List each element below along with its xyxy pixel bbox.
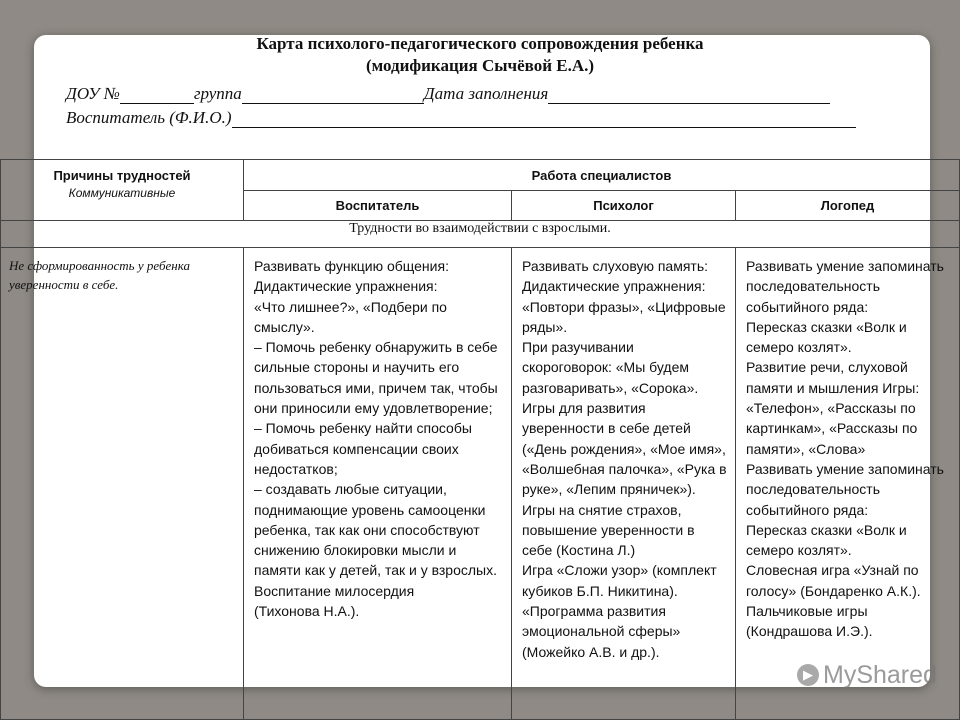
teacher-field-row (66, 108, 856, 128)
dou-label: ДОУ № (66, 84, 120, 103)
speech-therapist-text: Развивать умение запоминать последовательность событийного ряда: Пересказ сказки «Волк и семеро козлят». Развитие речи, слуховой памяти и мышления Игры: «Телефон», «Рассказы по картинкам», «Рассказы по памяти», «Слова» Развивать умение запоминать последовательность событийного ряда: Пересказ сказки «Волк и семеро козлят». Словесная игра «Узнай по голосу» (Бондаренко А.К.). Пальчиковые игры (Кондрашова И.Э.). (746, 258, 944, 640)
column-header-psychologist: Психолог (512, 191, 736, 221)
causes-title: Причины трудностей (53, 168, 191, 183)
column-header-speech-therapist: Логопед (736, 191, 960, 221)
educator-cell (244, 248, 512, 720)
educator-text: Развивать функцию общения: Дидактические упражнения: «Что лишнее?», «Подбери по смыслу». – Помочь ребенку обнаружить в себе сильные стороны и научить его пользоваться ими, причем так, чтобы они приносили ему удовлетворение; – Помочь ребенку найти способы добиваться компенсации своих недостатков; – создавать любые ситуации, поднимающие уровень самооценки ребенка, так как они способствуют снижению блокировки мысли и памяти как у детей, так и у взрослых. Воспитание милосердия (Тихонова Н.А.). (254, 258, 498, 620)
specialists-header: Работа специалистов (244, 160, 960, 191)
psychologist-cell (512, 248, 736, 720)
document-subtitle: (модификация Сычёвой Е.А.) (365, 56, 595, 75)
play-icon: ▶ (797, 664, 819, 686)
group-blank (242, 86, 424, 104)
watermark (797, 660, 937, 690)
teacher-blank (232, 110, 856, 128)
teacher-label: Воспитатель (Ф.И.О.) (66, 108, 232, 127)
dou-blank (120, 86, 194, 104)
watermark-text: MyShared (823, 660, 937, 689)
cause-cell (1, 248, 244, 720)
section-title: Трудности во взаимодействии с взрослыми. (1, 221, 960, 248)
date-blank (548, 86, 830, 104)
column-header-educator: Воспитатель (244, 191, 512, 221)
speech-therapist-cell (736, 248, 960, 720)
support-map-table (0, 159, 960, 720)
cause-text: Не сформированность у ребенка уверенности в себе. (9, 258, 190, 292)
document-title: Карта психолого-педагогического сопровождения ребенка (256, 34, 704, 53)
group-label: группа (193, 84, 242, 103)
date-label: Дата заполнения (423, 84, 549, 103)
causes-header-cell (1, 160, 244, 221)
psychologist-text: Развивать слуховую память: Дидактические упражнения: «Повтори фразы», «Цифровые ряды». При разучивании скороговорок: «Мы будем разговаривать», «Сорока». Игры для развития уверенности в себе детей («День рождения», «Мое имя», «Волшебная палочка», «Рука в руке», «Лепим пряничек»). Игры на снятие страхов, повышение уверенности в себе (Костина Л.) Игра «Сложи узор» (комплект кубиков Б.П. Никитина). «Программа развития эмоциональной сферы» (Можейко А.В. и др.). (522, 258, 727, 660)
causes-subtitle: Коммуникативные (68, 186, 176, 200)
header-fields-row (66, 84, 830, 104)
